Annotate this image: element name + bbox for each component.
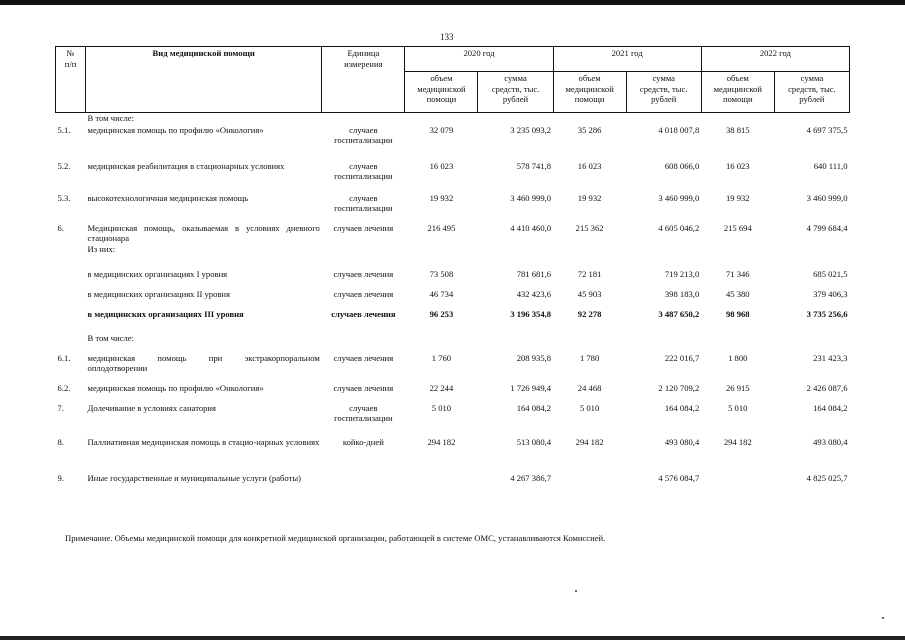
sum-2021: 164 084,2 bbox=[664, 402, 700, 413]
sum-2020: 3 460 999,0 bbox=[510, 192, 552, 203]
sum-2022: 493 080,4 bbox=[813, 436, 848, 447]
row-unit: случаев лечения bbox=[333, 288, 394, 299]
volume-2020: 5 010 bbox=[431, 402, 452, 413]
table-row bbox=[56, 193, 850, 223]
volume-2022: 215 694 bbox=[723, 222, 752, 233]
row-unit: случаев лечения bbox=[333, 222, 394, 233]
sum-2020: 164 084,2 bbox=[516, 402, 552, 413]
sum-2022: 3 460 999,0 bbox=[806, 192, 848, 203]
volume-2022: 19 932 bbox=[725, 192, 750, 203]
volume-2022: 294 182 bbox=[723, 436, 752, 447]
sum-2021: 608 066,0 bbox=[664, 160, 700, 171]
volume-2020: 294 182 bbox=[427, 436, 456, 447]
header-unit: Единица измерения bbox=[322, 47, 405, 113]
row-number: 9. bbox=[57, 472, 64, 483]
volume-2020 bbox=[405, 333, 478, 353]
volume-2021: 35 286 bbox=[577, 124, 602, 135]
row-unit: случаев госпитализации bbox=[334, 160, 393, 181]
table-row bbox=[56, 403, 850, 437]
sum-2021: 4 576 084,7 bbox=[658, 472, 700, 483]
table-body bbox=[56, 113, 850, 503]
row-name: медицинская помощь при экстракорпоральном оплодотворении bbox=[87, 352, 320, 373]
sum-2020 bbox=[478, 113, 553, 125]
header-volume: объем медицинской помощи bbox=[701, 72, 774, 113]
volume-2022 bbox=[701, 473, 774, 503]
row-unit: случаев госпитализации bbox=[334, 192, 393, 213]
volume-2021: 5 010 bbox=[579, 402, 600, 413]
row-unit: койко-дней bbox=[342, 436, 384, 447]
row-unit: случаев госпитализации bbox=[334, 402, 393, 423]
sum-2021: 4 605 046,2 bbox=[658, 222, 700, 233]
sum-2021 bbox=[626, 113, 701, 125]
row-unit bbox=[322, 473, 405, 503]
sum-2021: 222 016,7 bbox=[664, 352, 700, 363]
header-year-2021: 2021 год bbox=[553, 47, 701, 72]
table-row bbox=[56, 269, 850, 289]
volume-2022: 98 968 bbox=[725, 308, 750, 319]
volume-2021: 24 468 bbox=[577, 382, 602, 393]
header-sum: сумма средств, тыс. рублей bbox=[774, 72, 849, 113]
row-name: Долечивание в условиях санатория bbox=[87, 402, 216, 413]
row-name: в медицинских организациях III уровня bbox=[87, 308, 244, 319]
row-name: Медицинская помощь, оказываемая в условиях дневного стационара Из них: bbox=[87, 222, 320, 254]
sum-2022 bbox=[774, 113, 849, 125]
sum-2022: 685 021,5 bbox=[813, 268, 848, 279]
row-number: 6.1. bbox=[57, 352, 71, 363]
header-num: № п/п bbox=[56, 47, 86, 113]
volume-2022 bbox=[701, 113, 774, 125]
sum-2021: 2 120 709,2 bbox=[658, 382, 700, 393]
header-year-2020: 2020 год bbox=[405, 47, 553, 72]
sum-2020: 1 726 949,4 bbox=[510, 382, 552, 393]
page-number: 133 bbox=[440, 32, 454, 42]
sum-2021: 719 213,0 bbox=[664, 268, 700, 279]
volume-2020: 16 023 bbox=[429, 160, 454, 171]
volume-2020 bbox=[405, 473, 478, 503]
table-row bbox=[56, 289, 850, 309]
volume-2021: 19 932 bbox=[577, 192, 602, 203]
row-number bbox=[56, 113, 86, 125]
sum-2022: 379 406,3 bbox=[813, 288, 848, 299]
row-number bbox=[56, 333, 86, 353]
sum-2020: 4 410 460,0 bbox=[510, 222, 552, 233]
top-border bbox=[0, 0, 905, 5]
volume-2020: 19 932 bbox=[429, 192, 454, 203]
volume-2021 bbox=[553, 113, 626, 125]
row-name: В том числе: bbox=[87, 113, 134, 123]
table-row bbox=[56, 353, 850, 383]
volume-2020: 22 244 bbox=[429, 382, 454, 393]
row-number: 5.1. bbox=[57, 124, 71, 135]
volume-2021: 215 362 bbox=[575, 222, 604, 233]
header-volume: объем медицинской помощи bbox=[553, 72, 626, 113]
table-row bbox=[56, 125, 850, 161]
sum-2020: 578 741,8 bbox=[516, 160, 552, 171]
table-row bbox=[56, 383, 850, 403]
sum-2022: 4 799 684,4 bbox=[806, 222, 848, 233]
volume-2021 bbox=[553, 333, 626, 353]
row-number bbox=[56, 289, 86, 309]
row-number: 8. bbox=[57, 436, 64, 447]
sum-2021: 3 487 650,2 bbox=[658, 308, 700, 319]
row-name: в медицинских организациях II уровня bbox=[87, 288, 230, 299]
row-name: Иные государственные и муниципальные услуги (работы) bbox=[87, 472, 301, 483]
volume-2022: 45 380 bbox=[725, 288, 750, 299]
volume-2021 bbox=[553, 473, 626, 503]
sum-2021: 4 018 007,8 bbox=[658, 124, 700, 135]
volume-2021: 294 182 bbox=[575, 436, 604, 447]
table-row bbox=[56, 333, 850, 353]
header-year-2022: 2022 год bbox=[701, 47, 849, 72]
row-unit: случаев лечения bbox=[333, 268, 394, 279]
sum-2022: 164 084,2 bbox=[813, 402, 848, 413]
header-volume: объем медицинской помощи bbox=[405, 72, 478, 113]
table-row bbox=[56, 223, 850, 269]
sum-2022: 4 825 025,7 bbox=[806, 472, 848, 483]
row-name: медицинская помощь по профилю «Онкология» bbox=[87, 124, 264, 135]
sum-2022: 3 735 256,6 bbox=[806, 308, 848, 319]
sum-2022: 231 423,3 bbox=[813, 352, 848, 363]
sum-2020: 4 267 386,7 bbox=[510, 472, 552, 483]
row-number: 6. bbox=[57, 222, 64, 233]
row-unit: случаев лечения bbox=[331, 308, 396, 319]
sum-2021 bbox=[626, 333, 701, 353]
volume-2022: 26 915 bbox=[725, 382, 750, 393]
table-row bbox=[56, 161, 850, 193]
header-kind: Вид медицинской помощи bbox=[86, 47, 322, 113]
volume-2020: 73 508 bbox=[429, 268, 454, 279]
volume-2020: 1 760 bbox=[431, 352, 452, 363]
volume-2021: 1 780 bbox=[579, 352, 600, 363]
volume-2022 bbox=[701, 333, 774, 353]
volume-2021: 92 278 bbox=[577, 308, 602, 319]
row-number: 7. bbox=[57, 402, 64, 413]
volume-2022: 16 023 bbox=[725, 160, 750, 171]
row-number: 6.2. bbox=[57, 382, 71, 393]
table-row bbox=[56, 113, 850, 125]
sum-2022 bbox=[774, 333, 849, 353]
volume-2022: 38 815 bbox=[725, 124, 750, 135]
row-number: 5.2. bbox=[57, 160, 71, 171]
sum-2021: 398 183,0 bbox=[664, 288, 700, 299]
header-sum: сумма средств, тыс. рублей bbox=[626, 72, 701, 113]
footnote: Примечание. Объемы медицинской помощи для конкретной медицинской организации, работающей в системе ОМС, устанавливаются Комиссией. bbox=[65, 533, 606, 543]
volume-2020 bbox=[405, 113, 478, 125]
row-name: Паллиативная медицинская помощь в стацио-нарных условиях bbox=[87, 436, 320, 447]
row-number: 5.3. bbox=[57, 192, 71, 203]
row-number bbox=[56, 269, 86, 289]
row-name: в медицинских организациях I уровня bbox=[87, 268, 228, 279]
table-row bbox=[56, 437, 850, 473]
sum-2020: 781 681,6 bbox=[516, 268, 552, 279]
volume-2021: 45 903 bbox=[577, 288, 602, 299]
sum-2021: 3 460 999,0 bbox=[658, 192, 700, 203]
row-unit bbox=[322, 113, 405, 125]
row-name: высокотехнологичная медицинская помощь bbox=[87, 192, 249, 203]
volume-2020: 32 079 bbox=[429, 124, 454, 135]
volume-2022: 1 800 bbox=[728, 352, 748, 363]
sum-2020: 208 935,8 bbox=[516, 352, 552, 363]
volume-2022: 71 346 bbox=[725, 268, 750, 279]
medical-care-table bbox=[55, 46, 850, 503]
sum-2020: 3 235 093,2 bbox=[510, 124, 552, 135]
volume-2021: 72 181 bbox=[577, 268, 602, 279]
row-unit: случаев госпитализации bbox=[334, 124, 393, 145]
volume-2022: 5 010 bbox=[728, 402, 748, 413]
sum-2020: 432 423,6 bbox=[516, 288, 552, 299]
sum-2022: 2 426 087,6 bbox=[806, 382, 848, 393]
scan-speck bbox=[575, 590, 577, 592]
row-name: медицинская реабилитация в стационарных условиях bbox=[87, 160, 285, 171]
volume-2020: 46 734 bbox=[429, 288, 454, 299]
scan-speck bbox=[882, 617, 884, 619]
header-sum: сумма средств, тыс. рублей bbox=[478, 72, 553, 113]
row-unit: случаев лечения bbox=[333, 382, 394, 393]
sum-2022: 640 111,0 bbox=[813, 160, 848, 171]
volume-2020: 216 495 bbox=[427, 222, 456, 233]
row-unit: случаев лечения bbox=[333, 352, 394, 363]
sum-2020 bbox=[478, 333, 553, 353]
volume-2021: 16 023 bbox=[577, 160, 602, 171]
table-row bbox=[56, 309, 850, 333]
table-row bbox=[56, 473, 850, 503]
row-name: медицинская помощь по профилю «Онкология» bbox=[87, 382, 264, 393]
sum-2020: 3 196 354,8 bbox=[510, 308, 552, 319]
row-number bbox=[56, 309, 86, 333]
bottom-border bbox=[0, 636, 905, 640]
volume-2020: 96 253 bbox=[429, 308, 454, 319]
sum-2020: 513 080,4 bbox=[516, 436, 552, 447]
sum-2022: 4 697 375,5 bbox=[806, 124, 848, 135]
row-unit bbox=[322, 333, 405, 353]
sum-2021: 493 080,4 bbox=[664, 436, 700, 447]
row-name: В том числе: bbox=[87, 332, 134, 343]
